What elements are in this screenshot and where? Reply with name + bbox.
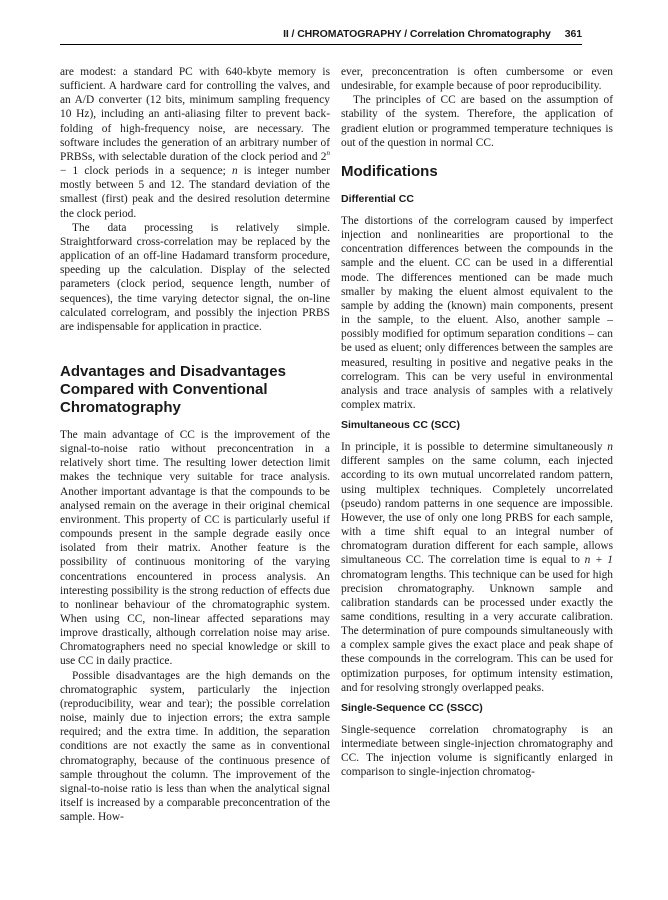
- paragraph: Single-sequence correlation chromatography is an intermediate between single-injection chromatography and CC. The injection volume is significantly enlarged in comparison to single-injection chromatog-: [341, 723, 613, 779]
- paragraph: The distortions of the correlogram caused by imperfect injection and nonlinearities are proportional to the concentration differences between the compounds in the sample and the eluent. CC can be used in a differential mode. The differences mentioned can be made much smaller by making the eluent almost equivalent to the sample by adding the (known) main components, present in the sample, to the eluent. Also, another sample – possibly modified for optimum separation conditions – can be used as eluent; only differences between the samples are measured, resulting in positive and negative peaks in the correlogram. This can be very useful in environmental analysis and trace analysis of samples with a relatively complex matrix.: [341, 214, 613, 411]
- running-header: [60, 28, 582, 40]
- page-number: 361: [564, 28, 582, 40]
- paragraph: Possible disadvantages are the high demands on the chromatographic system, particularly the injection (reproducibility, wear and tear); the possible correlation noise, mainly due to injection errors; the extra sample required; and the extra time. In addition, the separation conditions are not exactly the same as in conventional chromatography, because of the continuous presence of sample throughout the column. The improvement of the signal-to-noise ratio is less than when the analytical signal itself is increased by a comparable preconcentration of the sample. How-: [60, 669, 330, 824]
- paragraph: The data processing is relatively simple. Straightforward cross-correlation may be replaced by the application of an off-line Hadamard transform procedure, speeding up the calculation. Display of the selected parameters (clock period, sequence length, number of sequences), the time varying detector signal, the on-line calculated correlogram, and possibly the injection PRBS are indispensable for application in practice.: [60, 221, 330, 333]
- paragraph: In principle, it is possible to determine simultaneously n different samples on the same column, each injected according to its own mutual uncorrelated random pattern, using multiplex techniques. Completely uncorrelated (pseudo) random patterns in one sequence are impossible. However, the use of only one long PRBS for each sample, with a time shift equal to an integral number of chromatogram duration different for each sample, allows simultaneous CC. The correlation time is equal to n + 1 chromatogram lengths. This technique can be used for high precision chromatography. Unknown sample and calibration standards can be processed under exactly the same conditions, resulting in a very accurate calibration. The determination of pure compounds simultaneously with a complex sample gives the exact place and peak shape of these compounds in the correlogram. This can be used for optimization purposes, for optimum intensity estimation, and for resolving strongly overlapped peaks.: [341, 441, 613, 694]
- paragraph: are modest: a standard PC with 640-kbyte memory is sufficient. A hardware card for controlling the valves, and an A/D converter (12 bits, minimum sampling frequency 10 Hz), including an anti-aliasing filter to prevent back-folding of high-frequency noise, are necessary. The software includes the generation of an arbitrary number of PRBSs, with selectable duration of the clock period and $2^n - 1$ clock periods in a sequence; n is integer number mostly between 5 and 12. The standard deviation of the smallest (first) peak and the desired resolution determine the clock period.: [60, 66, 330, 220]
- subsection-heading: Differential CC: [341, 192, 414, 205]
- subsection-heading: Simultaneous CC (SCC): [341, 419, 461, 432]
- paragraph: The principles of CC are based on the assumption of stability of the system. Therefore, the application of gradient elution or programmed temperature techniques is out of the question in normal CC.: [341, 94, 613, 149]
- section-heading: Advantages and Disadvantages Compared with Conventional Chromatography: [60, 362, 286, 416]
- subsection-heading: Single-Sequence CC (SSCC): [341, 701, 483, 714]
- paragraph: The main advantage of CC is the improvement of the signal-to-noise ratio without preconcentration in a relatively short time. The resulting lower detection limit makes the technique very suitable for trace analysis. Another important advantage is that the compounds to be analysed remain on the average in their original chemical environment. This property of CC is particularly useful if compounds present in the sample degrade easily once isolated from their matrix. Another feature is the possibility of continuous monitoring of the varying concentrations encountered in process analysis. An interesting possibility is the strong reduction of effects due to nonlinear behaviour of the chromatographic system. When using CC, non-linear affected separations may improve drastically, although correlation noise may arise. Chromatographers need no special knowledge or skill to use CC in daily practice.: [60, 428, 330, 668]
- paragraph: ever, preconcentration is often cumbersome or even undesirable, for example because of poor reproducibility.: [341, 66, 613, 93]
- right-column: [341, 65, 613, 780]
- running-title: II / CHROMATOGRAPHY / Correlation Chromatography: [283, 28, 551, 40]
- left-column: [60, 65, 330, 824]
- section-heading: Modifications: [341, 162, 438, 180]
- header-rule: [60, 44, 582, 45]
